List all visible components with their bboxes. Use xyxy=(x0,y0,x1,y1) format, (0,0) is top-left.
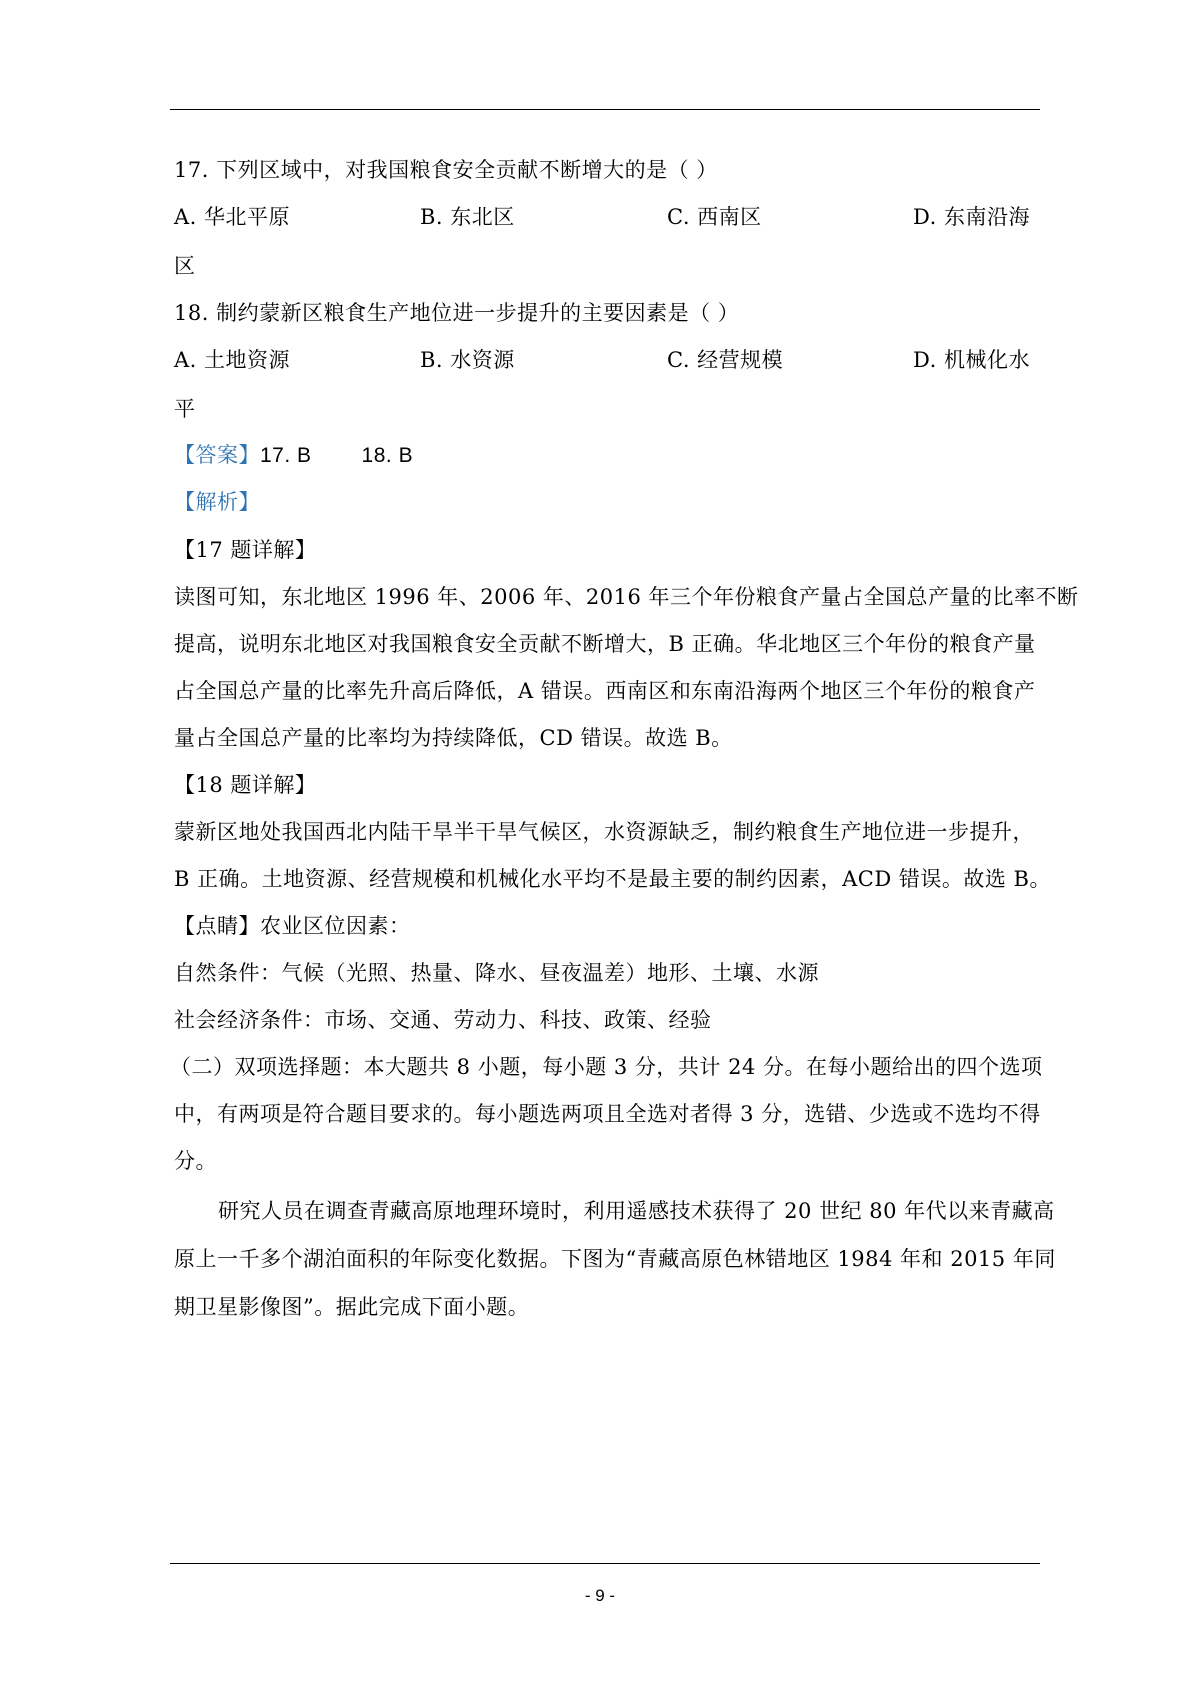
detail-17-line-4: 量占全国总产量的比率均为持续降低，CD 错误。故选 B。 xyxy=(174,726,733,750)
q17-option-b: B. 东北区 xyxy=(420,205,515,229)
answer-label: 【答案】 xyxy=(174,443,260,467)
detail-18-line-2: B 正确。土地资源、经营规模和机械化水平均不是最主要的制约因素，ACD 错误。故选 B。 xyxy=(174,867,1051,891)
footer-rule xyxy=(170,1563,1040,1564)
q18-option-a: A. 土地资源 xyxy=(174,348,291,372)
tip-natural-conditions: 自然条件：气候（光照、热量、降水、昼夜温差）地形、土壤、水源 xyxy=(174,961,819,985)
q17-option-a: A. 华北平原 xyxy=(174,205,291,229)
section2-line-3: 分。 xyxy=(174,1149,217,1173)
q18-option-d: D. 机械化水 xyxy=(913,348,1030,372)
page-number: - 9 - xyxy=(584,1586,616,1605)
detail-17-line-2: 提高，说明东北地区对我国粮食安全贡献不断增大，B 正确。华北地区三个年份的粮食产量 xyxy=(174,632,1036,656)
section2-line-1: （二）双项选择题：本大题共 8 小题，每小题 3 分，共计 24 分。在每小题给出的四个选项 xyxy=(170,1055,1043,1079)
detail-18-line-1: 蒙新区地处我国西北内陆干旱半干旱气候区，水资源缺乏，制约粮食生产地位进一步提升， xyxy=(174,820,1034,844)
q18-option-c: C. 经营规模 xyxy=(667,348,784,372)
passage-line-3: 期卫星影像图”。据此完成下面小题。 xyxy=(174,1295,530,1319)
q17-option-d: D. 东南沿海 xyxy=(913,205,1030,229)
question-17-stem: 17. 下列区域中，对我国粮食安全贡献不断增大的是（ ） xyxy=(174,158,718,182)
header-rule xyxy=(170,109,1040,110)
analysis-label: 【解析】 xyxy=(174,490,260,514)
detail-18-heading: 【18 题详解】 xyxy=(174,773,317,797)
section2-line-2: 中，有两项是符合题目要求的。每小题选两项且全选对者得 3 分，选错、少选或不选均不得 xyxy=(174,1102,1041,1126)
question-18-stem: 18. 制约蒙新区粮食生产地位进一步提升的主要因素是（ ） xyxy=(174,301,740,325)
answer-18: 18. B xyxy=(361,444,414,467)
passage-line-2: 原上一千多个湖泊面积的年际变化数据。下图为“青藏高原色林错地区 1984 年和 2015 年同 xyxy=(174,1247,1056,1271)
detail-17-line-3: 占全国总产量的比率先升高后降低，A 错误。西南区和东南沿海两个地区三个年份的粮食产 xyxy=(174,679,1036,703)
q17-option-d-wrap: 区 xyxy=(174,254,196,278)
tip-social-conditions: 社会经济条件：市场、交通、劳动力、科技、政策、经验 xyxy=(174,1008,712,1032)
detail-17-heading: 【17 题详解】 xyxy=(174,538,317,562)
detail-17-line-1: 读图可知，东北地区 1996 年、2006 年、2016 年三个年份粮食产量占全国总产量的比率不断 xyxy=(174,585,1079,609)
tip-heading: 【点睛】农业区位因素： xyxy=(174,914,411,938)
q18-option-b: B. 水资源 xyxy=(420,348,515,372)
answer-line xyxy=(174,440,413,471)
passage-line-1: 研究人员在调查青藏高原地理环境时，利用遥感技术获得了 20 世纪 80 年代以来青藏高 xyxy=(218,1199,1055,1223)
q18-option-d-wrap: 平 xyxy=(174,397,196,421)
q17-option-c: C. 西南区 xyxy=(667,205,762,229)
answer-17: 17. B xyxy=(260,444,312,467)
